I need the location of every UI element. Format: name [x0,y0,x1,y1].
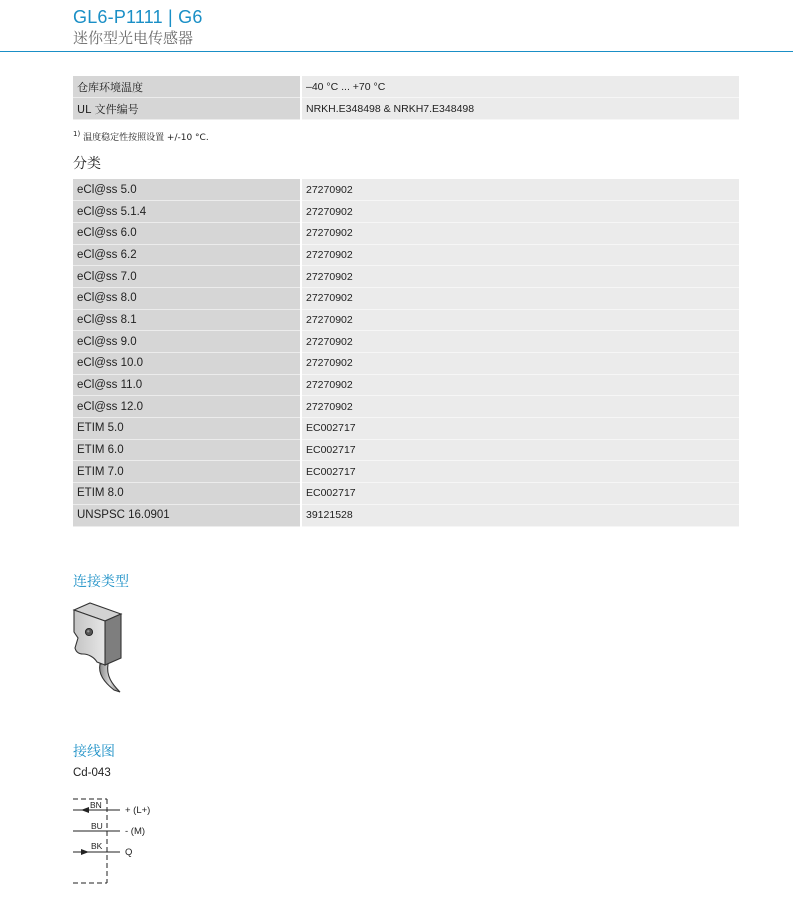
table-row [73,222,739,244]
row-label: eCl@ss 5.1.4 [73,201,301,223]
product-subtitle: 迷你型光电传感器 [73,29,194,47]
table-row [73,266,739,288]
wire-signal: Q [125,847,133,858]
wiring-code: Cd-043 [73,767,111,779]
row-value: NRKH.E348498 & NRKH7.E348498 [301,98,739,120]
row-label: 仓库环境温度 [73,76,301,98]
wire-color-code: BN [90,800,102,810]
row-label: eCl@ss 7.0 [73,266,301,288]
row-label: ETIM 6.0 [73,439,301,461]
row-label: eCl@ss 11.0 [73,374,301,396]
connection-type-heading: 连接类型 [73,574,129,590]
table-row [73,461,739,483]
row-label: ETIM 7.0 [73,461,301,483]
table-row [73,179,739,201]
wire-color-code: BU [91,821,103,831]
table-row [73,309,739,331]
table-row [73,353,739,375]
page-header [73,6,203,47]
footnote-text: 温度稳定性按照设置 +/-10 °C. [83,133,209,143]
environment-table [73,76,739,120]
wire-color-code: BK [91,841,103,851]
row-value: 39121528 [301,504,739,526]
table-row [73,201,739,223]
table-row [73,331,739,353]
row-value: 27270902 [301,353,739,375]
row-label: eCl@ss 10.0 [73,353,301,375]
classification-table [73,179,739,527]
table-row [73,439,739,461]
row-label: eCl@ss 8.0 [73,287,301,309]
product-title: GL6-P1111 | G6 [73,7,203,27]
row-value: 27270902 [301,331,739,353]
row-label: eCl@ss 5.0 [73,179,301,201]
row-value: 27270902 [301,374,739,396]
table-row [73,483,739,505]
wire-signal: + (L+) [125,805,151,816]
table-row [73,396,739,418]
row-label: eCl@ss 8.1 [73,309,301,331]
table-row [73,244,739,266]
row-value: EC002717 [301,483,739,505]
row-value: EC002717 [301,439,739,461]
row-label: UNSPSC 16.0901 [73,504,301,526]
table-row [73,418,739,440]
wire-signal: - (M) [125,826,146,837]
row-value: 27270902 [301,222,739,244]
footnote [73,130,209,143]
row-value: 27270902 [301,309,739,331]
row-value: 27270902 [301,266,739,288]
classification-heading: 分类 [73,156,101,172]
table-row [73,76,739,98]
row-value: 27270902 [301,244,739,266]
row-label: eCl@ss 9.0 [73,331,301,353]
row-label: eCl@ss 6.2 [73,244,301,266]
table-row [73,287,739,309]
row-label: eCl@ss 12.0 [73,396,301,418]
row-value: –40 °C ... +70 °C [301,76,739,98]
row-label: ETIM 5.0 [73,418,301,440]
row-value: EC002717 [301,418,739,440]
row-value: 27270902 [301,179,739,201]
row-value: 27270902 [301,287,739,309]
row-label: UL 文件编号 [73,98,301,120]
table-row [73,98,739,120]
row-value: 27270902 [301,201,739,223]
wiring-diagram-heading: 接线图 [73,744,115,760]
header-divider [0,51,793,52]
wire-arrow-icon [81,807,89,813]
row-label: ETIM 8.0 [73,483,301,505]
wiring-diagram [70,795,190,889]
row-value: 27270902 [301,396,739,418]
wire-arrow-icon [81,849,89,855]
row-label: eCl@ss 6.0 [73,222,301,244]
sensor-connection-image [70,602,126,696]
table-row [73,504,739,526]
footnote-marker: 1) [73,130,81,138]
row-value: EC002717 [301,461,739,483]
table-row [73,374,739,396]
